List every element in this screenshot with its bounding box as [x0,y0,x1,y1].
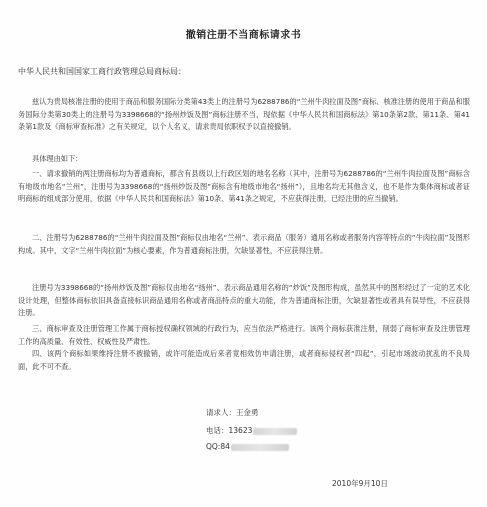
reasons-heading: 具体理由如下： [32,154,83,163]
reason-paragraph-4: 四、该两个商标如果维持注册不被撤销，或许可能造成后来者竟相效仿申请注册，或者商标侵权者“四起”，引起市场波动扰乱的不良局面，此不可不查。 [18,349,470,371]
requester-qq [206,442,289,451]
phone-text: 电话：13623 [206,426,253,435]
qq-text: QQ:84 [206,442,230,451]
redacted-phone-digits [253,428,297,435]
intro-paragraph: 兹认为贵局核准注册的使用于商品和服务国际分类第43类上的注册号为6288786的“兰州牛肉拉面及图”商标、核准注册的使用于商品和服务国际分类第30类上的注册号为3398668的“扬州炒饭及图”商标注册不当，现依据《中华人民共和国商标法》第10条第2款、第11条、第41条第1款及《商标审查标准》之有关规定，以个人名义，请求贵局依职权予以直接撤销。 [18,97,470,131]
reason-paragraph-1: 一、请求撤销的两注册商标均为普通商标，都含有县级以上行政区划的地名名称（其中，注册号为6288786的“兰州牛肉拉面及图”商标含有地级市地名“兰州”，注册号为3398668的“扬州炒饭及图”商标含有地级市地名“扬州”），且地名均无其他含义，也不是作为集体商标或者证明商标的组成部分使用，依据《中华人民共和国商标法》第10条、第41条之规定，不应获得注册，已经注册的应当撤销。 [18,169,470,203]
reason-paragraph-2b: 注册号为3398668的“扬州炒饭及图”商标仅由地名“扬州”、表示商品通用名称的“炒饭”及图形构成，虽然其中的图形经过了一定的艺术化设计处理，但整体商标依旧具备直接标识商品通用名称或者商品特点的重大功能，作为普通商标注册，欠缺显著性或者具有误导性，不应获得注册。 [18,283,470,317]
reason-paragraph-3: 三、商标审查及注册管理工作属于商标授权确权领域的行政行为，应当依法严格进行。该两个商标获准注册，削弱了商标审查及注册管理工作的高质量、有效性、权威性及严肃性。 [18,324,470,346]
requester-name: 请求人：王金勇 [206,408,259,417]
requester-phone [206,425,297,436]
reason-paragraph-2: 二、注册号为6288786的“兰州牛肉拉面及图”商标仅由地名“兰州”、表示商品（服务）通用名称或者服务内容等特点的“牛肉拉面”及图形构成。其中，文字“兰州牛肉拉面”为核心要素，作为普通商标注册，欠缺显著性，不应获得注册。 [18,233,470,255]
addressee: 中华人民共和国国家工商行政管理总局商标局： [18,67,186,76]
redacted-qq-digits [231,444,289,451]
document-title: 撤销注册不当商标请求书 [185,30,302,41]
document-date: 2010年9月10日 [332,479,388,488]
